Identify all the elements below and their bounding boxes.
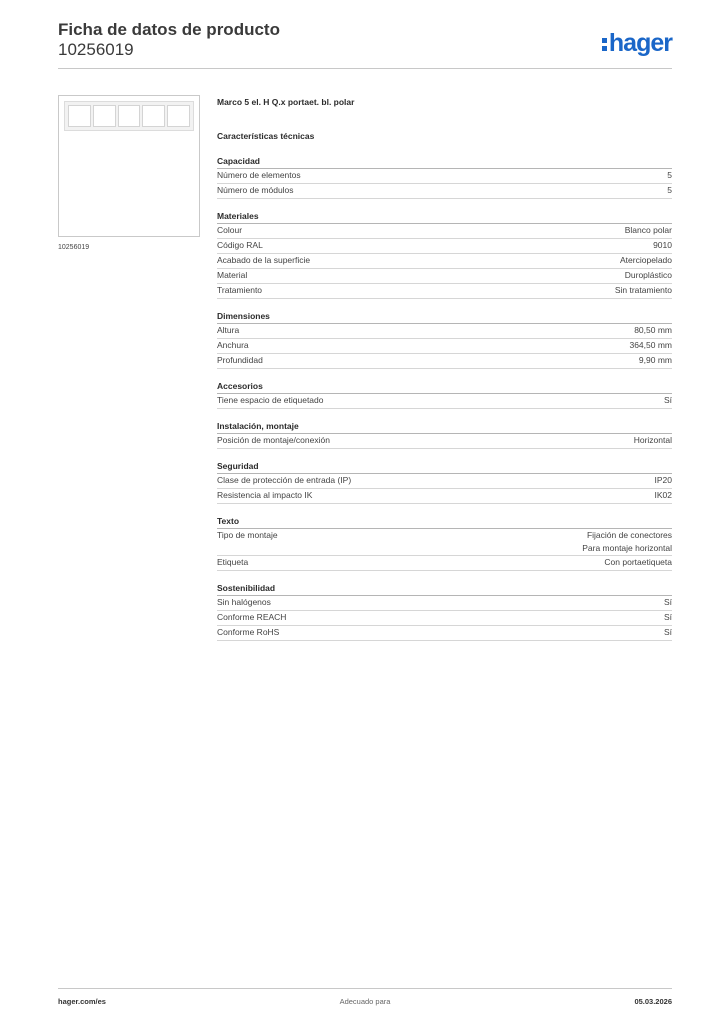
spec-section	[217, 419, 672, 449]
footer-website[interactable]: hager.com/es	[58, 997, 106, 1006]
spec-value: IP20	[654, 475, 672, 485]
image-caption: 10256019	[58, 244, 90, 251]
spec-sections	[217, 154, 672, 641]
spec-row	[217, 529, 672, 556]
spec-value: 364,50 mm	[629, 340, 672, 350]
product-image	[58, 95, 200, 237]
spec-section	[217, 154, 672, 199]
spec-value: Aterciopelado	[620, 255, 672, 265]
spec-value: Sí	[663, 612, 672, 622]
spec-value: 5	[667, 185, 672, 195]
spec-row	[217, 339, 672, 354]
spec-section	[217, 379, 672, 409]
section-title: Capacidad	[217, 154, 672, 169]
footer-divider	[58, 988, 672, 989]
spec-section	[217, 209, 672, 299]
spec-value: 9,90 mm	[638, 355, 672, 365]
spec-label: Conforme RoHS	[217, 627, 280, 637]
logo-dots-icon	[602, 34, 607, 52]
spec-label: Material	[217, 270, 248, 280]
section-title: Instalación, montaje	[217, 419, 672, 434]
spec-value: Sí	[663, 597, 672, 607]
spec-row	[217, 611, 672, 626]
spec-value: IK02	[654, 490, 672, 500]
spec-value: Sí	[663, 395, 672, 405]
spec-row	[217, 596, 672, 611]
spec-label: Tiene espacio de etiquetado	[217, 395, 324, 405]
spec-label: Tipo de montaje	[217, 530, 278, 540]
spec-label: Tratamiento	[217, 285, 263, 295]
hager-logo	[602, 28, 672, 58]
spec-row	[217, 269, 672, 284]
spec-label: Número de elementos	[217, 170, 301, 180]
spec-label: Altura	[217, 325, 240, 335]
spec-label: Posición de montaje/conexión	[217, 435, 330, 445]
page-title: Ficha de datos de producto	[58, 20, 280, 39]
spec-row	[217, 324, 672, 339]
characteristics-title: Características técnicas	[217, 131, 315, 141]
spec-label: Código RAL	[217, 240, 263, 250]
spec-row	[217, 394, 672, 409]
spec-value: Duroplástico	[624, 270, 672, 280]
spec-row	[217, 224, 672, 239]
spec-row	[217, 556, 672, 571]
spec-label: Número de módulos	[217, 185, 294, 195]
product-number: 10256019	[58, 40, 134, 59]
spec-label: Clase de protección de entrada (IP)	[217, 475, 352, 485]
spec-label: Conforme REACH	[217, 612, 287, 622]
spec-row	[217, 474, 672, 489]
logo-text: hager	[608, 29, 672, 57]
page-header	[58, 20, 672, 60]
product-name: Marco 5 el. H Q.x portaet. bl. polar	[217, 97, 355, 107]
spec-section	[217, 459, 672, 504]
spec-value: Sin tratamiento	[614, 285, 672, 295]
footer-date: 05.03.2026	[634, 997, 672, 1006]
section-title: Materiales	[217, 209, 672, 224]
spec-value: Blanco polar	[624, 225, 672, 235]
spec-row	[217, 239, 672, 254]
spec-label: Profundidad	[217, 355, 263, 365]
spec-section	[217, 581, 672, 641]
spec-label: Sin halógenos	[217, 597, 271, 607]
spec-row	[217, 434, 672, 449]
spec-value: 80,50 mm	[634, 325, 672, 335]
spec-label: Etiqueta	[217, 557, 249, 567]
spec-row	[217, 284, 672, 299]
spec-label: Acabado de la superficie	[217, 255, 311, 265]
spec-value: Fijación de conectores Para montaje horizontal	[582, 530, 672, 553]
spec-value: 9010	[653, 240, 672, 250]
spec-value: 5	[667, 170, 672, 180]
spec-row	[217, 169, 672, 184]
spec-label: Resistencia al impacto IK	[217, 490, 313, 500]
spec-value: Horizontal	[633, 435, 672, 445]
spec-row	[217, 254, 672, 269]
spec-section	[217, 309, 672, 369]
frame-illustration	[64, 101, 194, 131]
spec-row	[217, 184, 672, 199]
section-title: Accesorios	[217, 379, 672, 394]
spec-row	[217, 354, 672, 369]
section-title: Texto	[217, 514, 672, 529]
header-divider	[58, 68, 672, 69]
spec-value: Con portaetiqueta	[604, 557, 672, 567]
footer-center-text: Adecuado para	[339, 997, 391, 1006]
section-title: Dimensiones	[217, 309, 672, 324]
spec-value: Sí	[663, 627, 672, 637]
section-title: Seguridad	[217, 459, 672, 474]
spec-row	[217, 489, 672, 504]
spec-label: Anchura	[217, 340, 249, 350]
spec-section	[217, 514, 672, 571]
section-title: Sostenibilidad	[217, 581, 672, 596]
spec-label: Colour	[217, 225, 243, 235]
spec-content	[217, 96, 672, 641]
spec-row	[217, 626, 672, 641]
